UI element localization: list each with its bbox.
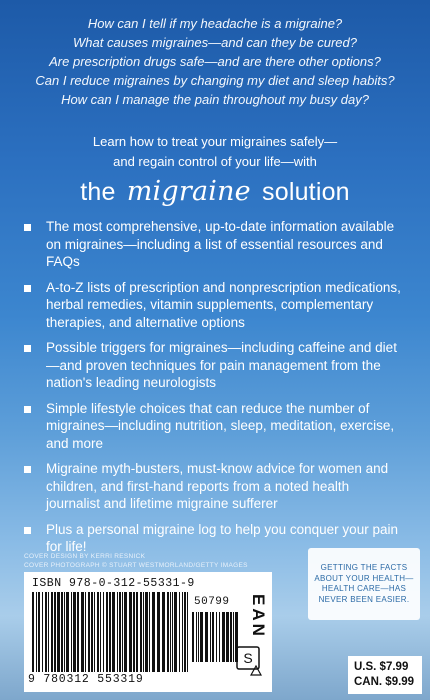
barcode-bar xyxy=(81,592,84,672)
barcode-bar xyxy=(73,592,76,672)
feature-text: A-to-Z lists of prescription and nonprescription medications, herbal remedies, vitamin supplements, complementary therapies, and alternative options xyxy=(46,279,401,330)
addon-barcode-bars-icon xyxy=(192,612,240,662)
barcode-bar xyxy=(192,612,194,662)
barcode-bar xyxy=(91,592,93,672)
bullet-square-icon xyxy=(24,406,31,413)
barcode-bar xyxy=(66,592,69,672)
barcode-bar xyxy=(122,592,123,672)
ean-label: EAN xyxy=(249,594,268,639)
question-line: What causes migraines—and can they be cured? xyxy=(73,35,357,50)
barcode-bar xyxy=(219,612,220,662)
barcode-bar xyxy=(179,592,180,672)
barcode-bar xyxy=(129,592,132,672)
feature-text: Possible triggers for migraines—including caffeine and diet—and proven techniques for pain management from the nation's leading neurologists xyxy=(46,340,397,390)
barcode-panel xyxy=(24,572,272,692)
seal-letter: S xyxy=(243,650,253,666)
barcode-bar xyxy=(184,592,186,672)
barcode-bar xyxy=(210,612,211,662)
barcode-bar xyxy=(112,592,115,672)
barcode-bar xyxy=(57,592,60,672)
feature-item xyxy=(24,400,404,453)
feature-text: Plus a personal migraine log to help you conquer your pain for life! xyxy=(46,521,398,554)
barcode-bar xyxy=(174,592,177,672)
barcode-bar xyxy=(85,592,86,672)
barcode-bar xyxy=(233,612,234,662)
barcode-bar xyxy=(71,592,72,672)
bullet-square-icon xyxy=(24,345,31,352)
barcode-bar xyxy=(222,612,225,662)
barcode-bar xyxy=(196,612,197,662)
barcode-bar xyxy=(226,612,229,662)
barcode-bar xyxy=(38,592,40,672)
barcode-bar xyxy=(119,592,121,672)
bullet-square-icon xyxy=(24,527,31,534)
barcode-bar xyxy=(157,592,160,672)
barcode-bar xyxy=(167,592,169,672)
barcode-bar xyxy=(61,592,63,672)
bullet-square-icon xyxy=(24,285,31,292)
ean-digits: 9 780312 553319 xyxy=(28,673,144,686)
barcode-bar xyxy=(32,592,34,672)
barcode-bar xyxy=(205,612,208,662)
barcode-bar xyxy=(172,592,173,672)
question-line: Can I reduce migraines by changing my diet and sleep habits? xyxy=(35,73,395,88)
barcode-bar xyxy=(216,612,217,662)
price-box xyxy=(348,656,422,694)
question-line: Are prescription drugs safe—and are there other options? xyxy=(49,54,381,69)
callout-text: GETTING THE FACTS ABOUT YOUR HEALTH—HEALTH CARE—HAS NEVER BEEN EASIER. xyxy=(314,563,414,604)
feature-text: The most comprehensive, up-to-date information available on migraines—including a list of essential resources and FAQs xyxy=(46,219,395,269)
barcode-bar xyxy=(198,612,199,662)
barcode-bar xyxy=(162,592,165,672)
bullet-square-icon xyxy=(24,224,31,231)
book-title xyxy=(0,176,430,207)
feature-text: Simple lifestyle choices that can reduce the number of migraines—including nutrition, sleep, meditation, exercise, and more xyxy=(46,400,395,451)
feature-item xyxy=(24,460,404,513)
barcode-bar xyxy=(64,592,65,672)
bullet-square-icon xyxy=(24,466,31,473)
barcode-bar xyxy=(170,592,171,672)
barcode-bar xyxy=(77,592,79,672)
barcode-bar xyxy=(143,592,144,672)
title-script-word: migraine xyxy=(126,176,251,207)
barcode-bar xyxy=(136,592,138,672)
barcode-bar xyxy=(187,592,188,672)
barcode-bar xyxy=(145,592,148,672)
barcode-bar xyxy=(88,592,90,672)
barcode-bar xyxy=(149,592,150,672)
barcode-bar xyxy=(94,592,95,672)
price-can: CAN. $9.99 xyxy=(354,676,415,688)
title-suffix: solution xyxy=(262,178,350,206)
question-line: How can I tell if my headache is a migraine? xyxy=(87,16,343,31)
barcode-bar xyxy=(117,592,118,672)
barcode-bar xyxy=(230,612,232,662)
cover-credits xyxy=(24,552,248,570)
barcode-bar xyxy=(152,592,155,672)
barcode-bar xyxy=(54,592,56,672)
barcode-bar xyxy=(103,592,104,672)
barcode-bar xyxy=(140,592,142,672)
feature-text: Migraine myth-busters, must-know advice for women and children, and first-hand reports from a noted health journalist and lifetime migraine sufferer xyxy=(46,461,389,511)
barcode-bar xyxy=(42,592,43,672)
photo-credit: COVER PHOTOGRAPH © STUART WESTMORLAND/GETTY IMAGES xyxy=(24,562,248,569)
feature-list xyxy=(24,218,404,564)
design-credit: COVER DESIGN BY KERRI RESNICK xyxy=(24,553,146,560)
barcode-bar xyxy=(109,592,111,672)
barcode-bar xyxy=(200,612,203,662)
barcode-bar xyxy=(124,592,127,672)
price-code: 50799 xyxy=(194,596,230,608)
intro-text xyxy=(0,132,430,172)
barcode-bar xyxy=(51,592,53,672)
triangle-mark-icon xyxy=(250,664,262,676)
barcode-bar xyxy=(97,592,99,672)
barcode-bar xyxy=(36,592,37,672)
barcode-bar xyxy=(48,592,49,672)
title-prefix: the xyxy=(80,178,116,206)
feature-item xyxy=(24,279,404,332)
question-list xyxy=(0,14,430,109)
question-line: How can I manage the pain throughout my busy day? xyxy=(61,92,369,107)
intro-line: Learn how to treat your migraines safely— xyxy=(92,134,338,149)
price-us: U.S. $7.99 xyxy=(354,661,409,673)
barcode-bars-icon xyxy=(32,592,192,672)
barcode-bar xyxy=(212,612,214,662)
health-callout-box xyxy=(308,548,420,620)
barcode-bar xyxy=(100,592,101,672)
isbn-number: ISBN 978-0-312-55331-9 xyxy=(32,577,195,590)
barcode-bar xyxy=(106,592,108,672)
feature-item xyxy=(24,218,404,271)
intro-line: and regain control of your life—with xyxy=(113,154,317,169)
barcode-bar xyxy=(45,592,47,672)
feature-item xyxy=(24,339,404,392)
barcode-bar xyxy=(182,592,183,672)
barcode-bar xyxy=(133,592,135,672)
